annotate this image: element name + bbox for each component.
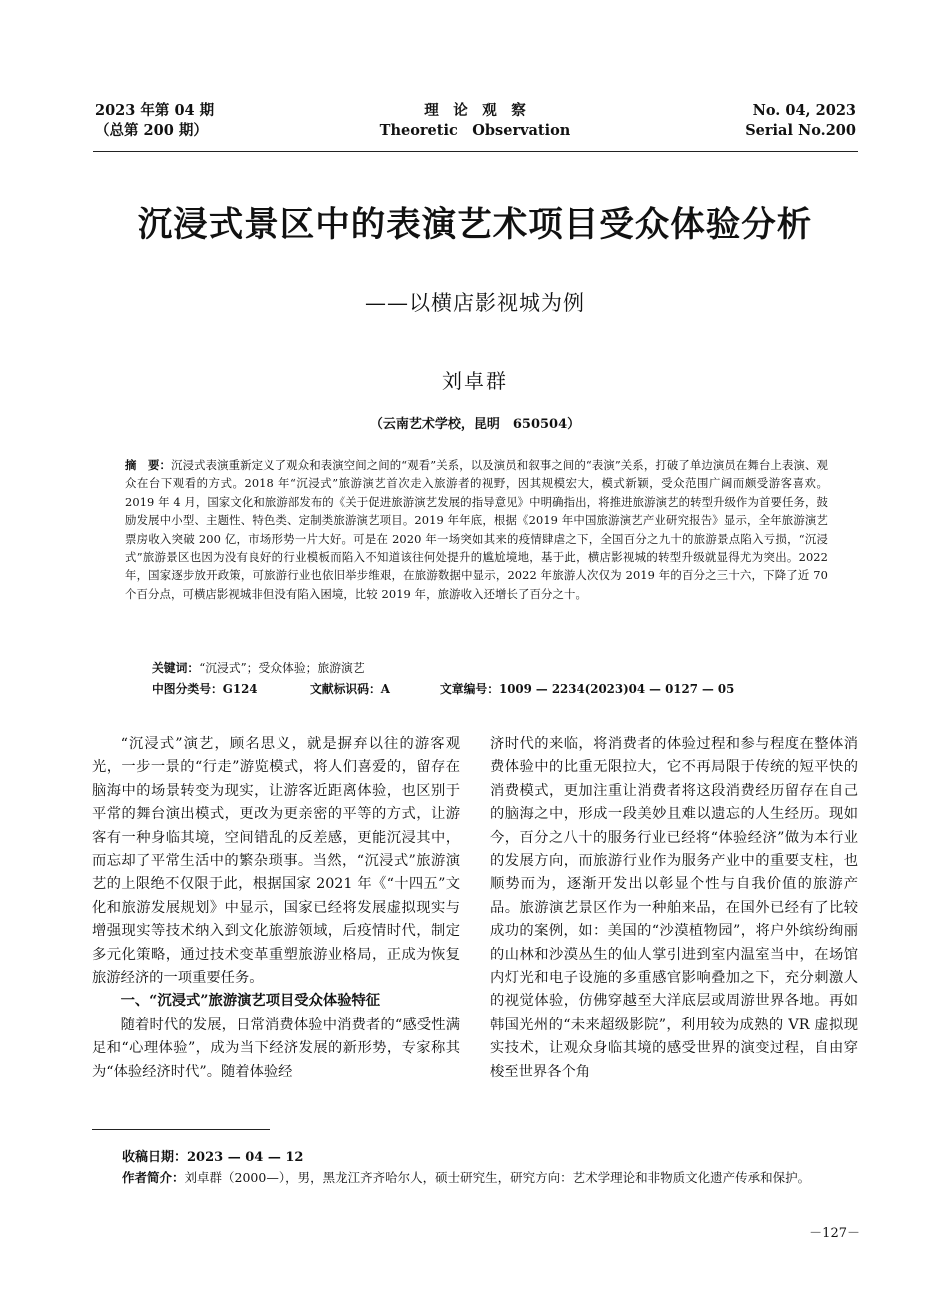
article-number: 文章编号：1009 — 2234(2023)04 — 0127 — 05: [440, 682, 735, 696]
author-affiliation: （云南艺术学校，昆明 650504）: [369, 417, 581, 432]
keywords-label: 关键词：: [152, 661, 200, 675]
journal-issue-en: [640, 101, 856, 141]
document-code: 文献标识码：A: [310, 682, 390, 696]
author-bio-label: 作者简介：: [122, 1170, 185, 1185]
article-title: 沉浸式景区中的表演艺术项目受众体验分析: [137, 205, 813, 245]
abstract-label: 摘 要：: [125, 458, 172, 472]
body-column-left: [92, 733, 460, 1084]
journal-name-cn: 理 论 观 察: [424, 102, 526, 119]
article-subtitle: ——以横店影视城为例: [365, 291, 585, 315]
serial-total: （总第 200 期）: [95, 122, 208, 139]
footnote-rule: [92, 1129, 270, 1130]
body-paragraph: 随着时代的发展，日常消费体验中消费者的“感受性满足和“心理体验”，成为当下经济发展的新形势，专家称其为“体验经济时代”。随着体验经: [92, 1016, 460, 1080]
author-bio-text: 刘卓群（2000—），男，黑龙江齐齐哈尔人，硕士研究生，研究方向：艺术学理论和非物质文化遗产传承和保护。: [184, 1170, 811, 1185]
keywords-text: “沉浸式”；受众体验；旅游演艺: [199, 661, 365, 675]
issue-number: 2023 年第 04 期: [95, 102, 215, 119]
body-paragraph: “沉浸式”演艺，顾名思义，就是摒弃以往的游客观光，一步一景的“行走”游览模式，将人们喜爱的，留存在脑海中的场景转变为现实，让游客近距离体验，也区别于平常的舞台演出模式，更改为更亲密的平等的方式，让游客有一种身临其境，空间错乱的反差感，更能沉浸其中，而忘却了平常生活中的繁杂琐事。当然，“沉浸式”旅游演艺的上限绝不仅限于此，根据国家 2021 年《“十四五”文化和旅游发展规划》中显示，国家已经将发展虚拟现实与增强现实等技术纳入到文化旅游领域，后疫情时代，制定多元化策略，通过技术变革重塑旅游业格局，正成为恢复旅游经济的一项重要任务。: [92, 736, 460, 987]
author-name: 刘卓群: [442, 369, 508, 393]
received-date: 收稿日期：2023 — 04 — 12: [122, 1150, 304, 1165]
section-heading: 一、“沉浸式”旅游演艺项目受众体验特征: [120, 993, 381, 1010]
author-bio: [92, 1168, 862, 1188]
journal-name: [360, 101, 590, 141]
body-column-right: [490, 733, 858, 1084]
header-rule: [93, 151, 858, 152]
issue-number-en: No. 04, 2023: [752, 102, 856, 119]
abstract: [125, 456, 828, 603]
classification-line: [152, 680, 734, 697]
journal-name-en: Theoretic Observation: [379, 122, 571, 139]
abstract-text: 沉浸式表演重新定义了观众和表演空间之间的“观看”关系，以及演员和叙事之间的“表演”关系，打破了单边演员在舞台上表演、观众在台下观看的方式。2018 年“沉浸式”旅游演艺首次走入旅游者的视野，因其规模宏大，模式新颖，受众范围广阔而颇受游客喜欢。2019 年 4 月，国家文化和旅游部发布的《关于促进旅游演艺发展的指导意见》中明确指出，将推进旅游演艺的转型升级作为首要任务，鼓励发展中小型、主题性、特色类、定制类旅游演艺项目。2019 年年底，根据《2019 年中国旅游演艺产业研究报告》显示，全年旅游演艺票房收入突破 200 亿，市场形势一片大好。可是在 2020 年一场突如其来的疫情肆虐之下，全国百分之九十的旅游景点陷入亏损，“沉浸式”旅游景区也因为没有良好的行业模板而陷入不知道该往何处提升的尴尬境地，基于此，横店影视城的转型升级就显得尤为突出。2022 年，国家逐步放开政策，可旅游行业也依旧举步维艰，在旅游数据中显示，2022 年旅游人次仅为 2019 年的百分之三十六，下降了近 70 个百分点，可横店影视城非但没有陷入困境，比较 2019 年，旅游收入还增长了百分之十。: [125, 458, 828, 601]
body-paragraph: 济时代的来临，将消费者的体验过程和参与程度在整体消费体验中的比重无限拉大，它不再局限于传统的短平快的消费模式，更加注重让消费者将这段消费经历留存在自己的脑海之中，形成一段美妙且难以遗忘的人生经历。现如今，百分之八十的服务行业已经将“体验经济”做为本行业的发展方向，而旅游行业作为服务产业中的重要支柱，也顺势而为，逐渐开发出以彰显个性与自我价值的旅游产品。旅游演艺景区作为一种舶来品，在国外已经有了比较成功的案例，如：美国的“沙漠植物园”，将户外缤纷绚丽的山林和沙漠丛生的仙人掌引进到室内温室当中，在场馆内灯光和电子设施的多重感官影响叠加之下，充分刺激人的视觉体验，仿佛穿越至大洋底层或周游世界各地。再如韩国光州的“未来超级影院”，利用较为成熟的 VR 虚拟现实技术，让观众身临其境的感受世界的演变过程，自由穿梭至世界各个角: [490, 736, 858, 1080]
serial-number-en: Serial No.200: [745, 122, 856, 139]
page-number: －127－: [809, 1226, 860, 1241]
journal-issue: [95, 101, 214, 141]
keywords: [152, 659, 365, 676]
clc-number: 中图分类号：G124: [152, 682, 258, 696]
